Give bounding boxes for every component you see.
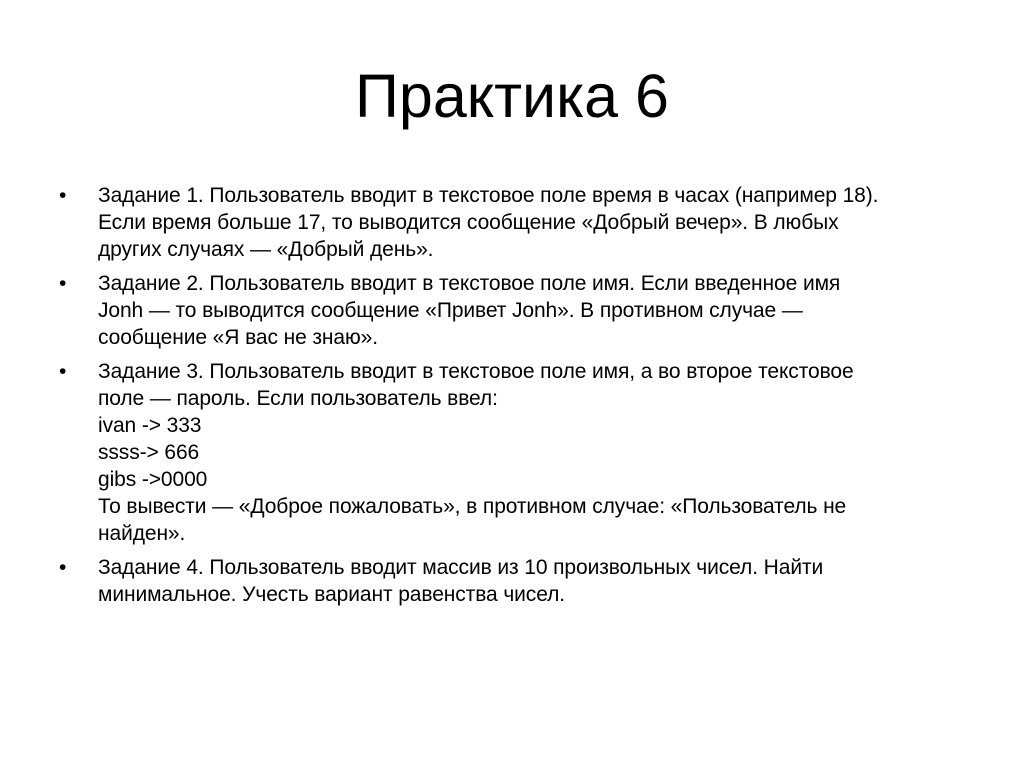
task-4-line-2: минимальное. Учесть вариант равенства чисел.	[98, 583, 565, 606]
task-3-line-7: найден».	[98, 522, 186, 545]
task-1-line-1: Задание 1. Пользователь вводит в текстовое поле время в часах (например 18).	[98, 184, 879, 207]
bullet-icon: •	[59, 360, 67, 383]
task-2-line-2: Jonh — то выводится сообщение «Привет Jonh». В противном случае —	[98, 299, 803, 322]
task-3-line-6: То вывести — «Доброе пожаловать», в противном случае: «Пользователь не	[98, 495, 847, 518]
bullet-icon: •	[59, 184, 67, 207]
task-3-line-3: ivan -> 333	[98, 414, 202, 437]
task-2-line-3: сообщение «Я вас не знаю».	[98, 326, 378, 349]
task-item-1	[58, 182, 958, 263]
task-2-line-1: Задание 2. Пользователь вводит в текстовое поле имя. Если введенное имя	[98, 272, 841, 295]
task-list	[58, 182, 958, 615]
bullet-icon: •	[59, 272, 67, 295]
task-item-4	[58, 554, 958, 608]
task-3-line-4: ssss-> 666	[98, 441, 200, 464]
task-item-2	[58, 270, 958, 351]
bullet-icon: •	[59, 556, 67, 579]
task-4-line-1: Задание 4. Пользователь вводит массив из 10 произвольных чисел. Найти	[98, 556, 824, 579]
task-item-3	[58, 358, 958, 547]
task-3-line-5: gibs ->0000	[98, 468, 208, 491]
task-3-line-2: поле — пароль. Если пользователь ввел:	[98, 387, 498, 410]
task-1-line-2: Если время больше 17, то выводится сообщение «Добрый вечер». В любых	[98, 211, 839, 234]
task-1-line-3: других случаях — «Добрый день».	[98, 238, 434, 261]
task-3-line-1: Задание 3. Пользователь вводит в текстовое поле имя, а во второе текстовое	[98, 360, 854, 383]
slide-title: Практика 6	[355, 62, 669, 130]
